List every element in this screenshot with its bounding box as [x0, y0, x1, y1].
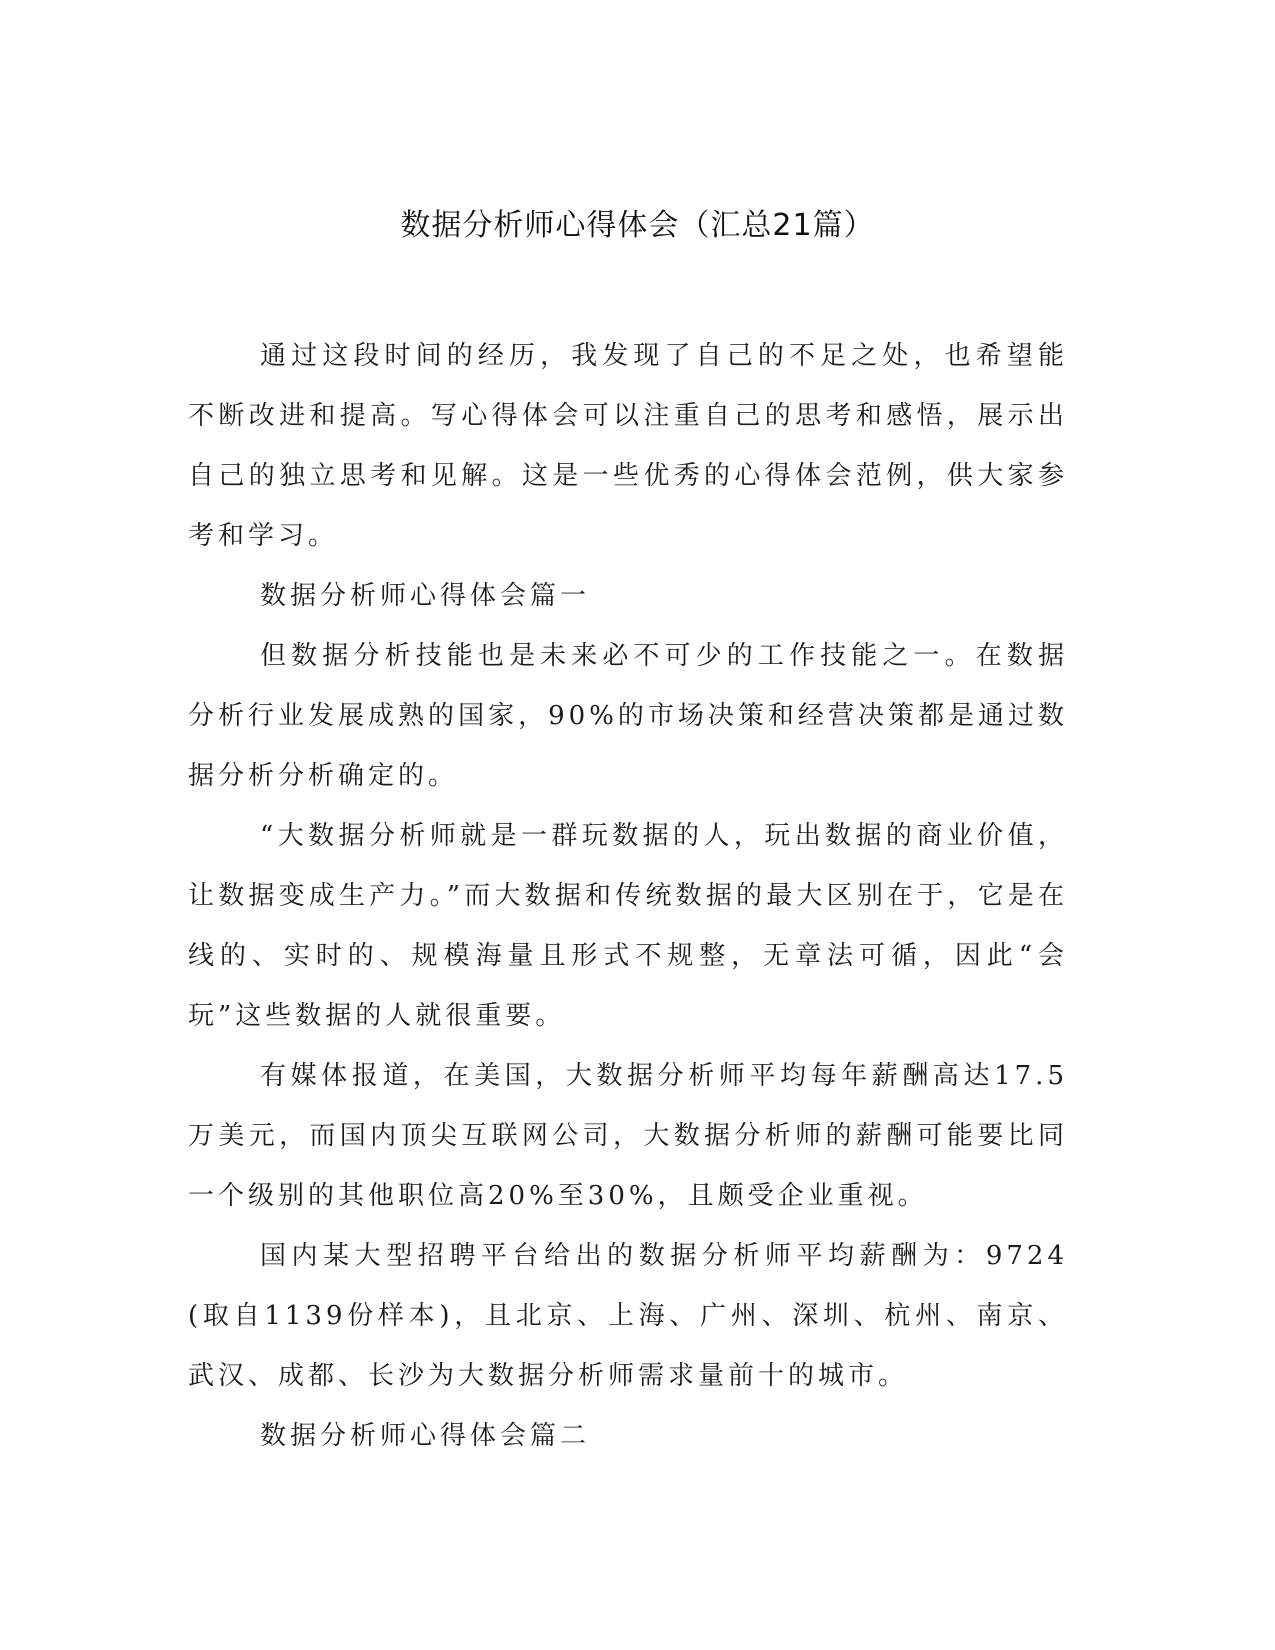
body-paragraph: 但数据分析技能也是未来必不可少的工作技能之一。在数据分析行业发展成熟的国家，90%的市场决策和经营决策都是通过数据分析分析确定的。 [188, 641, 1068, 791]
body-paragraph: 国内某大型招聘平台给出的数据分析师平均薪酬为：9724(取自1139份样本)，且北京、上海、广州、深圳、杭州、南京、武汉、成都、长沙为大数据分析师需求量前十的城市。 [188, 1241, 1068, 1391]
document-body [188, 326, 1068, 1466]
section-heading-1: 数据分析师心得体会篇一 [260, 581, 591, 611]
intro-paragraph: 通过这段时间的经历，我发现了自己的不足之处，也希望能不断改进和提高。写心得体会可以注重自己的思考和感悟，展示出自己的独立思考和见解。这是一些优秀的心得体会范例，供大家参考和学习。 [188, 341, 1068, 551]
section-heading-2: 数据分析师心得体会篇二 [260, 1421, 591, 1451]
document-title: 数据分析师心得体会（汇总21篇） [400, 208, 875, 243]
body-paragraph: 有媒体报道，在美国，大数据分析师平均每年薪酬高达17.5万美元，而国内顶尖互联网公司，大数据分析师的薪酬可能要比同一个级别的其他职位高20%至30%，且颇受企业重视。 [188, 1061, 1068, 1211]
body-paragraph: “大数据分析师就是一群玩数据的人，玩出数据的商业价值，让数据变成生产力。”而大数据和传统数据的最大区别在于，它是在线的、实时的、规模海量且形式不规整，无章法可循，因此“会玩”这些数据的人就很重要。 [188, 821, 1068, 1031]
